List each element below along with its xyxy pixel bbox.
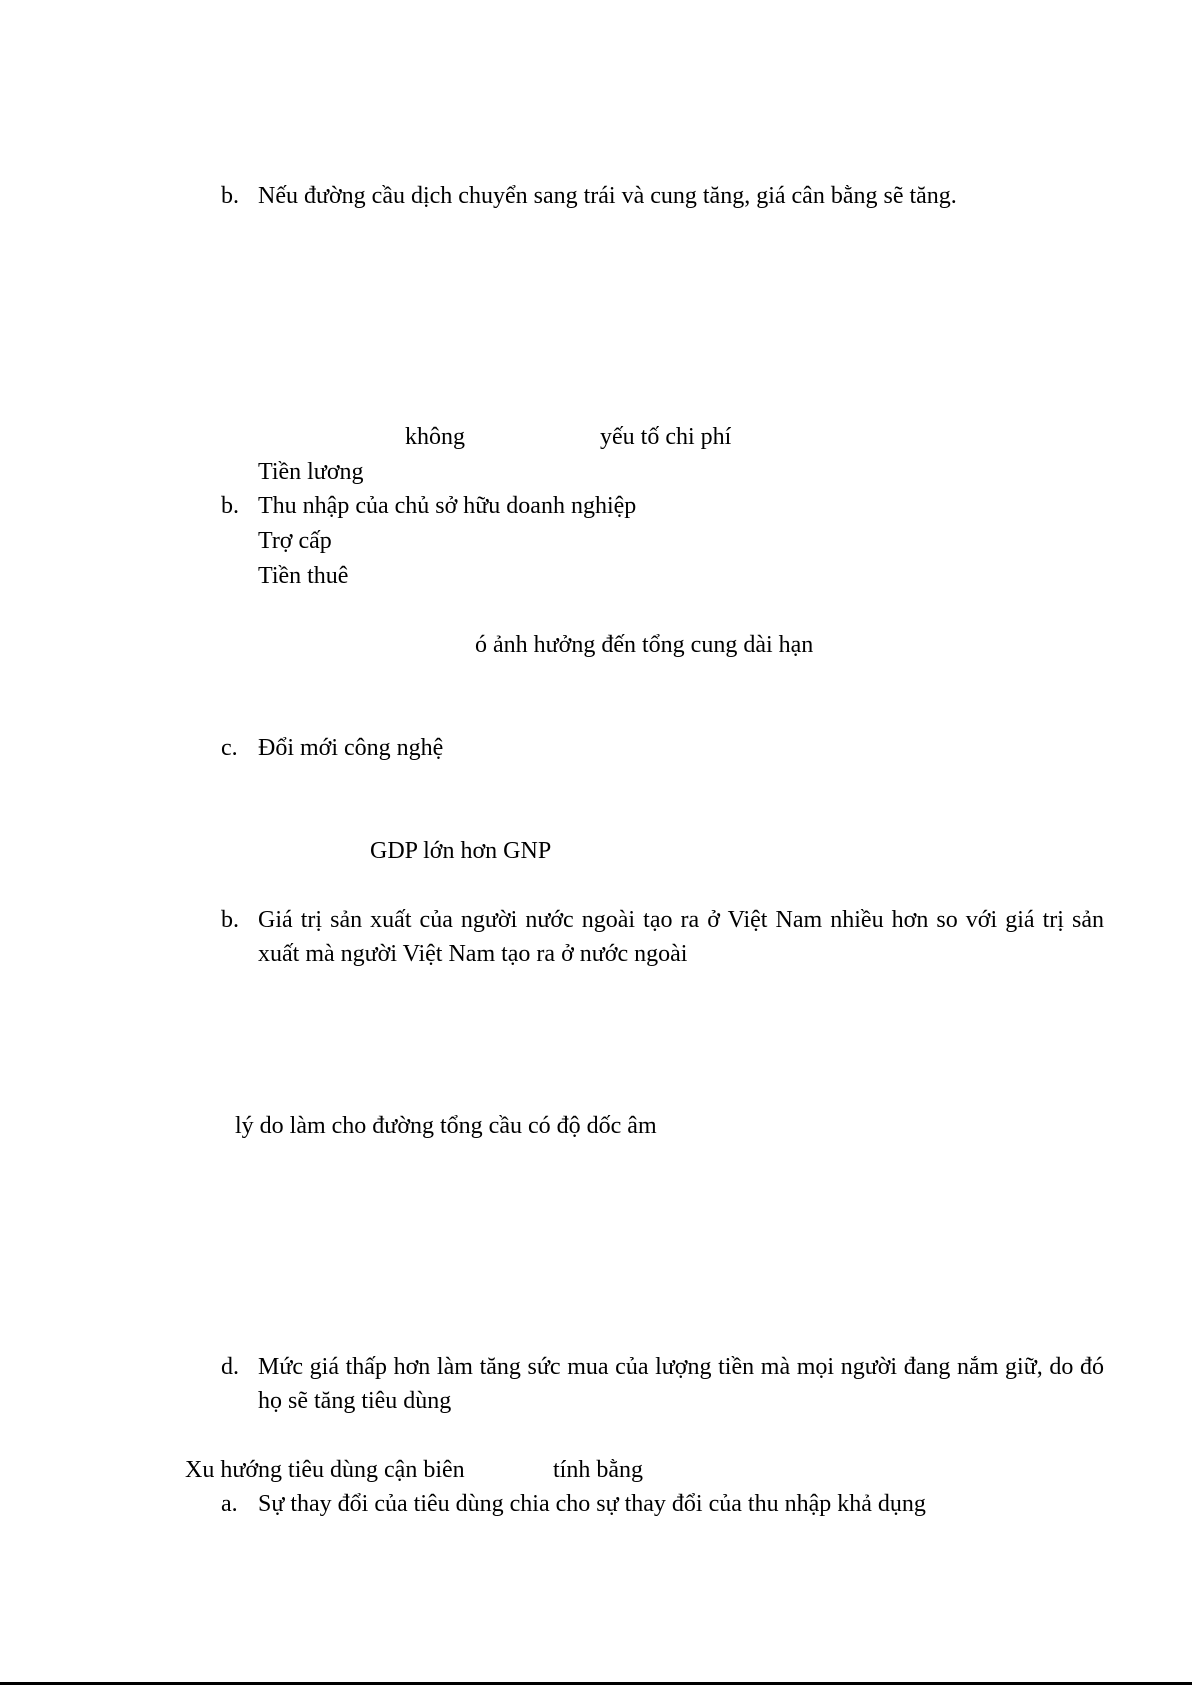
question-fragment-gdp-gnp: GDP lớn hơn GNP xyxy=(370,838,552,864)
list-marker: d. xyxy=(221,1354,239,1380)
option-tro-cap: Trợ cấp xyxy=(258,528,332,554)
list-marker: b. xyxy=(221,183,239,209)
question-fragment-anh-huong: ó ảnh hưởng đến tổng cung dài hạn xyxy=(475,632,814,658)
question-fragment-ly-do: lý do làm cho đường tổng cầu có độ dốc âm xyxy=(235,1113,657,1139)
answer-option-text: Mức giá thấp hơn làm tăng sức mua của lượng tiền mà mọi người đang nắm giữ, do đó họ sẽ tăng tiêu dùng xyxy=(258,1354,1104,1414)
question-fragment-khong: không xyxy=(405,424,465,450)
list-marker: a. xyxy=(221,1491,238,1517)
answer-option-text: Sự thay đổi của tiêu dùng chia cho sự thay đổi của thu nhập khả dụng xyxy=(258,1491,926,1517)
answer-option-text: Thu nhập của chủ sở hữu doanh nghiệp xyxy=(258,493,637,519)
answer-option-text: Nếu đường cầu dịch chuyển sang trái và cung tăng, giá cân bằng sẽ tăng. xyxy=(258,183,957,209)
question-fragment-xu-huong: Xu hướng tiêu dùng cận biên xyxy=(185,1457,465,1483)
list-marker: b. xyxy=(221,907,239,933)
option-tien-thue: Tiền thuê xyxy=(258,563,349,589)
question-fragment-tinh-bang: tính bằng xyxy=(553,1457,643,1483)
question-fragment-yeu-to-chi-phi: yếu tố chi phí xyxy=(600,424,732,450)
list-marker: c. xyxy=(221,735,238,761)
answer-option-text: Đổi mới công nghệ xyxy=(258,735,444,761)
list-marker: b. xyxy=(221,493,239,519)
option-tien-luong: Tiền lương xyxy=(258,459,364,485)
answer-option-text: Giá trị sản xuất của người nước ngoài tạo ra ở Việt Nam nhiều hơn so với giá trị sản xuất mà người Việt Nam tạo ra ở nước ngoài xyxy=(258,907,1104,967)
